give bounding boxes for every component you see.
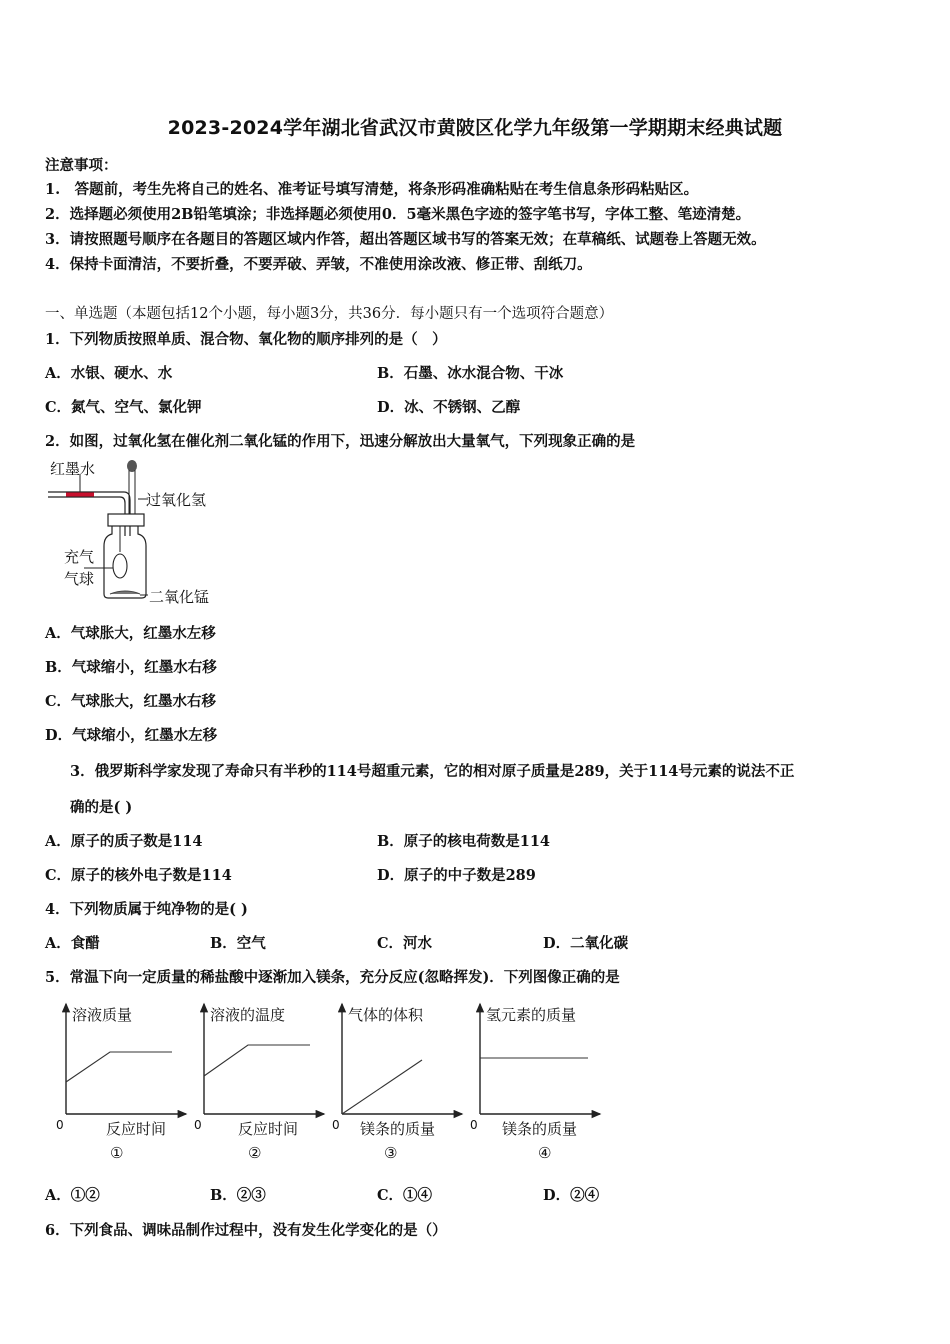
notice-item-2: 2．选择题必须使用2B铅笔填涂；非选择题必须使用0．5毫米黑色字迹的签字笔书写，字体工整、笔迹清楚。: [45, 206, 751, 223]
q3-option-d[interactable]: D．原子的中子数是289: [377, 867, 536, 884]
label-h2o2: 过氧化氢: [146, 491, 207, 509]
graph-4-number: ④: [538, 1144, 552, 1162]
graph-3-number: ③: [384, 1144, 398, 1162]
label-red-ink: 红墨水: [50, 460, 96, 478]
section-heading: 一、单选题（本题包括12个小题，每小题3分，共36分．每小题只有一个选项符合题意）: [45, 306, 614, 322]
graph-3-ylabel: 气体的体积: [348, 1006, 424, 1024]
q4-stem: 4．下列物质属于纯净物的是( ): [45, 901, 248, 918]
q1-option-c[interactable]: C．氮气、空气、氯化钾: [45, 399, 202, 416]
q3-stem-line2: 确的是( ): [70, 799, 133, 816]
graph-4-ylabel: 氢元素的质量: [486, 1006, 577, 1024]
graph-3-curve: [342, 1060, 422, 1114]
q4-option-d[interactable]: D．二氧化碳: [543, 935, 629, 952]
q5-graphs: [48, 996, 608, 1171]
balloon-icon: [113, 554, 127, 578]
graph-2-curve: [204, 1045, 310, 1076]
graph-2-xlabel: 反应时间: [238, 1120, 299, 1138]
q2-option-b[interactable]: B．气球缩小，红墨水右移: [45, 659, 217, 676]
q1-option-b[interactable]: B．石墨、冰水混合物、干冰: [377, 365, 564, 382]
notice-item-4: 4．保持卡面清洁，不要折叠，不要弄破、弄皱，不准使用涂改液、修正带、刮纸刀。: [45, 256, 592, 273]
q6-stem: 6．下列食品、调味品制作过程中，没有发生化学变化的是（）: [45, 1222, 447, 1239]
q3-option-b[interactable]: B．原子的核电荷数是114: [377, 833, 551, 850]
label-balloon-1: 充气: [64, 548, 95, 566]
graph-4-origin: 0: [470, 1118, 478, 1132]
apparatus-figure: [44, 456, 224, 612]
q3-stem-line1: 3．俄罗斯科学家发现了寿命只有半秒的114号超重元素，它的相对原子质量是289，关于114号元素的说法不正: [70, 763, 795, 780]
notice-item-3: 3．请按照题号顺序在各题目的答题区域内作答，超出答题区域书写的答案无效；在草稿纸、试题卷上答题无效。: [45, 231, 766, 248]
q5-option-d[interactable]: D．②④: [543, 1187, 600, 1204]
q2-option-a[interactable]: A．气球胀大，红墨水左移: [45, 625, 216, 642]
q5-option-b[interactable]: B．②③: [210, 1187, 266, 1204]
mno2-powder: [110, 591, 140, 594]
notice-heading: 注意事项：: [45, 157, 118, 174]
q4-option-a[interactable]: A．食醋: [45, 935, 100, 952]
notice-item-1: 1. 答题前，考生先将自己的姓名、准考证号填写清楚，将条形码准确粘贴在考生信息条形码粘贴区。: [45, 181, 699, 198]
graph-2-ylabel: 溶液的温度: [210, 1006, 286, 1024]
graph-2-origin: 0: [194, 1118, 202, 1132]
q5-option-c[interactable]: C．①④: [377, 1187, 433, 1204]
page-title: 2023-2024学年湖北省武汉市黄陂区化学九年级第一学期期末经典试题: [167, 117, 783, 139]
label-balloon-2: 气球: [64, 570, 95, 588]
q4-option-c[interactable]: C．河水: [377, 935, 433, 952]
q3-option-a[interactable]: A．原子的质子数是114: [45, 833, 203, 850]
graph-1-number: ①: [110, 1144, 124, 1162]
q3-option-c[interactable]: C．原子的核外电子数是114: [45, 867, 232, 884]
graph-1-curve: [66, 1052, 172, 1082]
q2-option-c[interactable]: C．气球胀大，红墨水右移: [45, 693, 217, 710]
label-mno2: 二氧化锰: [149, 588, 210, 606]
q1-stem: 1．下列物质按照单质、混合物、氧化物的顺序排列的是（ ）: [45, 331, 447, 348]
stopper: [108, 514, 144, 526]
graph-2-number: ②: [248, 1144, 262, 1162]
graph-1-origin: 0: [56, 1118, 64, 1132]
q1-option-d[interactable]: D．冰、不锈钢、乙醇: [377, 399, 521, 416]
red-ink-bead: [66, 493, 94, 497]
graph-1-xlabel: 反应时间: [106, 1120, 167, 1138]
graph-4-xlabel: 镁条的质量: [502, 1120, 578, 1138]
q2-option-d[interactable]: D．气球缩小，红墨水左移: [45, 727, 218, 744]
graph-3-origin: 0: [332, 1118, 340, 1132]
q5-stem: 5．常温下向一定质量的稀盐酸中逐渐加入镁条，充分反应(忽略挥发)．下列图像正确的是: [45, 969, 620, 986]
q1-option-a[interactable]: A．水银、硬水、水: [45, 365, 173, 382]
graph-3-xlabel: 镁条的质量: [360, 1120, 436, 1138]
graph-1-ylabel: 溶液质量: [72, 1006, 133, 1024]
q5-option-a[interactable]: A．①②: [45, 1187, 100, 1204]
q2-stem: 2．如图，过氧化氢在催化剂二氧化锰的作用下，迅速分解放出大量氧气，下列现象正确的是: [45, 433, 636, 450]
q4-option-b[interactable]: B．空气: [210, 935, 266, 952]
